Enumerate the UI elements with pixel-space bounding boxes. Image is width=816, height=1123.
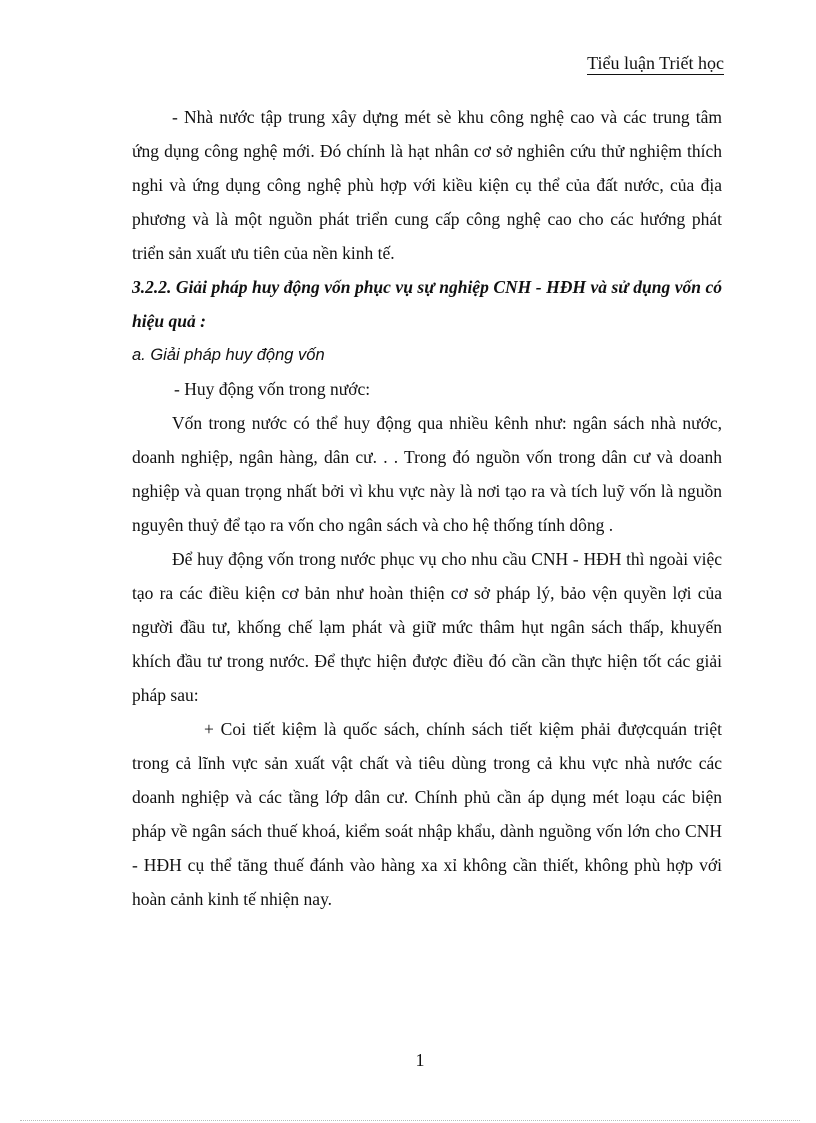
paragraph-saving-policy: + Coi tiết kiệm là quốc sách, chính sách tiết kiệm phải đượcquán triệt trong cả lĩnh vực sản xuất vật chất và tiêu dùng trong cả khu vực nhà nước các doanh nghiệp và các tầng lớp dân cư. Chính phủ cần áp dụng mét loạu các biện pháp về ngân sách thuế khoá, kiểm soát nhập khẩu, dành nguồng vốn lớn cho CNH - HĐH cụ thể tăng thuế đánh vào hàng xa xỉ không cần thiết, không phù hợp với hoàn cảnh kinh tế nhiện nay. bbox=[132, 719, 722, 909]
document-body bbox=[132, 100, 722, 916]
subsection-heading: a. Giải pháp huy động vốn bbox=[132, 346, 325, 364]
paragraph-technology-zones: - Nhà nước tập trung xây dựng mét sè khu công nghệ cao và các trung tâm ứng dụng công nghệ mới. Đó chính là hạt nhân cơ sở nghiên cứu thử nghiệm thích nghi và ứng dụng công nghệ phù hợp với kiều kiện cụ thể của đất nước, của địa phương và là một nguồn phát triển cung cấp công nghệ cao cho các hướng phát triển sản xuất ưu tiên của nền kinh tế. bbox=[132, 107, 722, 263]
header-title: Tiểu luận Triết học bbox=[587, 53, 724, 73]
section-heading: 3.2.2. Giải pháp huy động vốn phục vụ sự nghiệp CNH - HĐH và sử dụng vốn có hiệu quả : bbox=[132, 277, 722, 331]
page-number: 1 bbox=[415, 1050, 425, 1070]
page-bottom-divider bbox=[20, 1120, 800, 1121]
paragraph-domestic-capital: Vốn trong nước có thể huy động qua nhiều kênh như: ngân sách nhà nước, doanh nghiệp, ngân hàng, dân cư. . . Trong đó nguồn vốn trong dân cư và doanh nghiệp và quan trọng nhất bởi vì khu vực này là nơi tạo ra và tích luỹ vốn là nguồn nguyên thuỷ để tạo ra vốn cho ngân sách và cho hệ thống tính dông . bbox=[132, 413, 722, 535]
paragraph-mobilization: Để huy động vốn trong nước phục vụ cho nhu cầu CNH - HĐH thì ngoài việc tạo ra các điều kiện cơ bản như hoàn thiện cơ sở pháp lý, bảo vện quyền lợi của người đầu tư, khống chế lạm phát và giữ mức thâm hụt ngân sách thấp, khuyến khích đầu tư trong nước. Để thực hiện được điều đó cần cần thực hiện tốt các giải pháp sau: bbox=[132, 549, 722, 705]
domestic-capital-heading: - Huy động vốn trong nước: bbox=[174, 379, 371, 399]
